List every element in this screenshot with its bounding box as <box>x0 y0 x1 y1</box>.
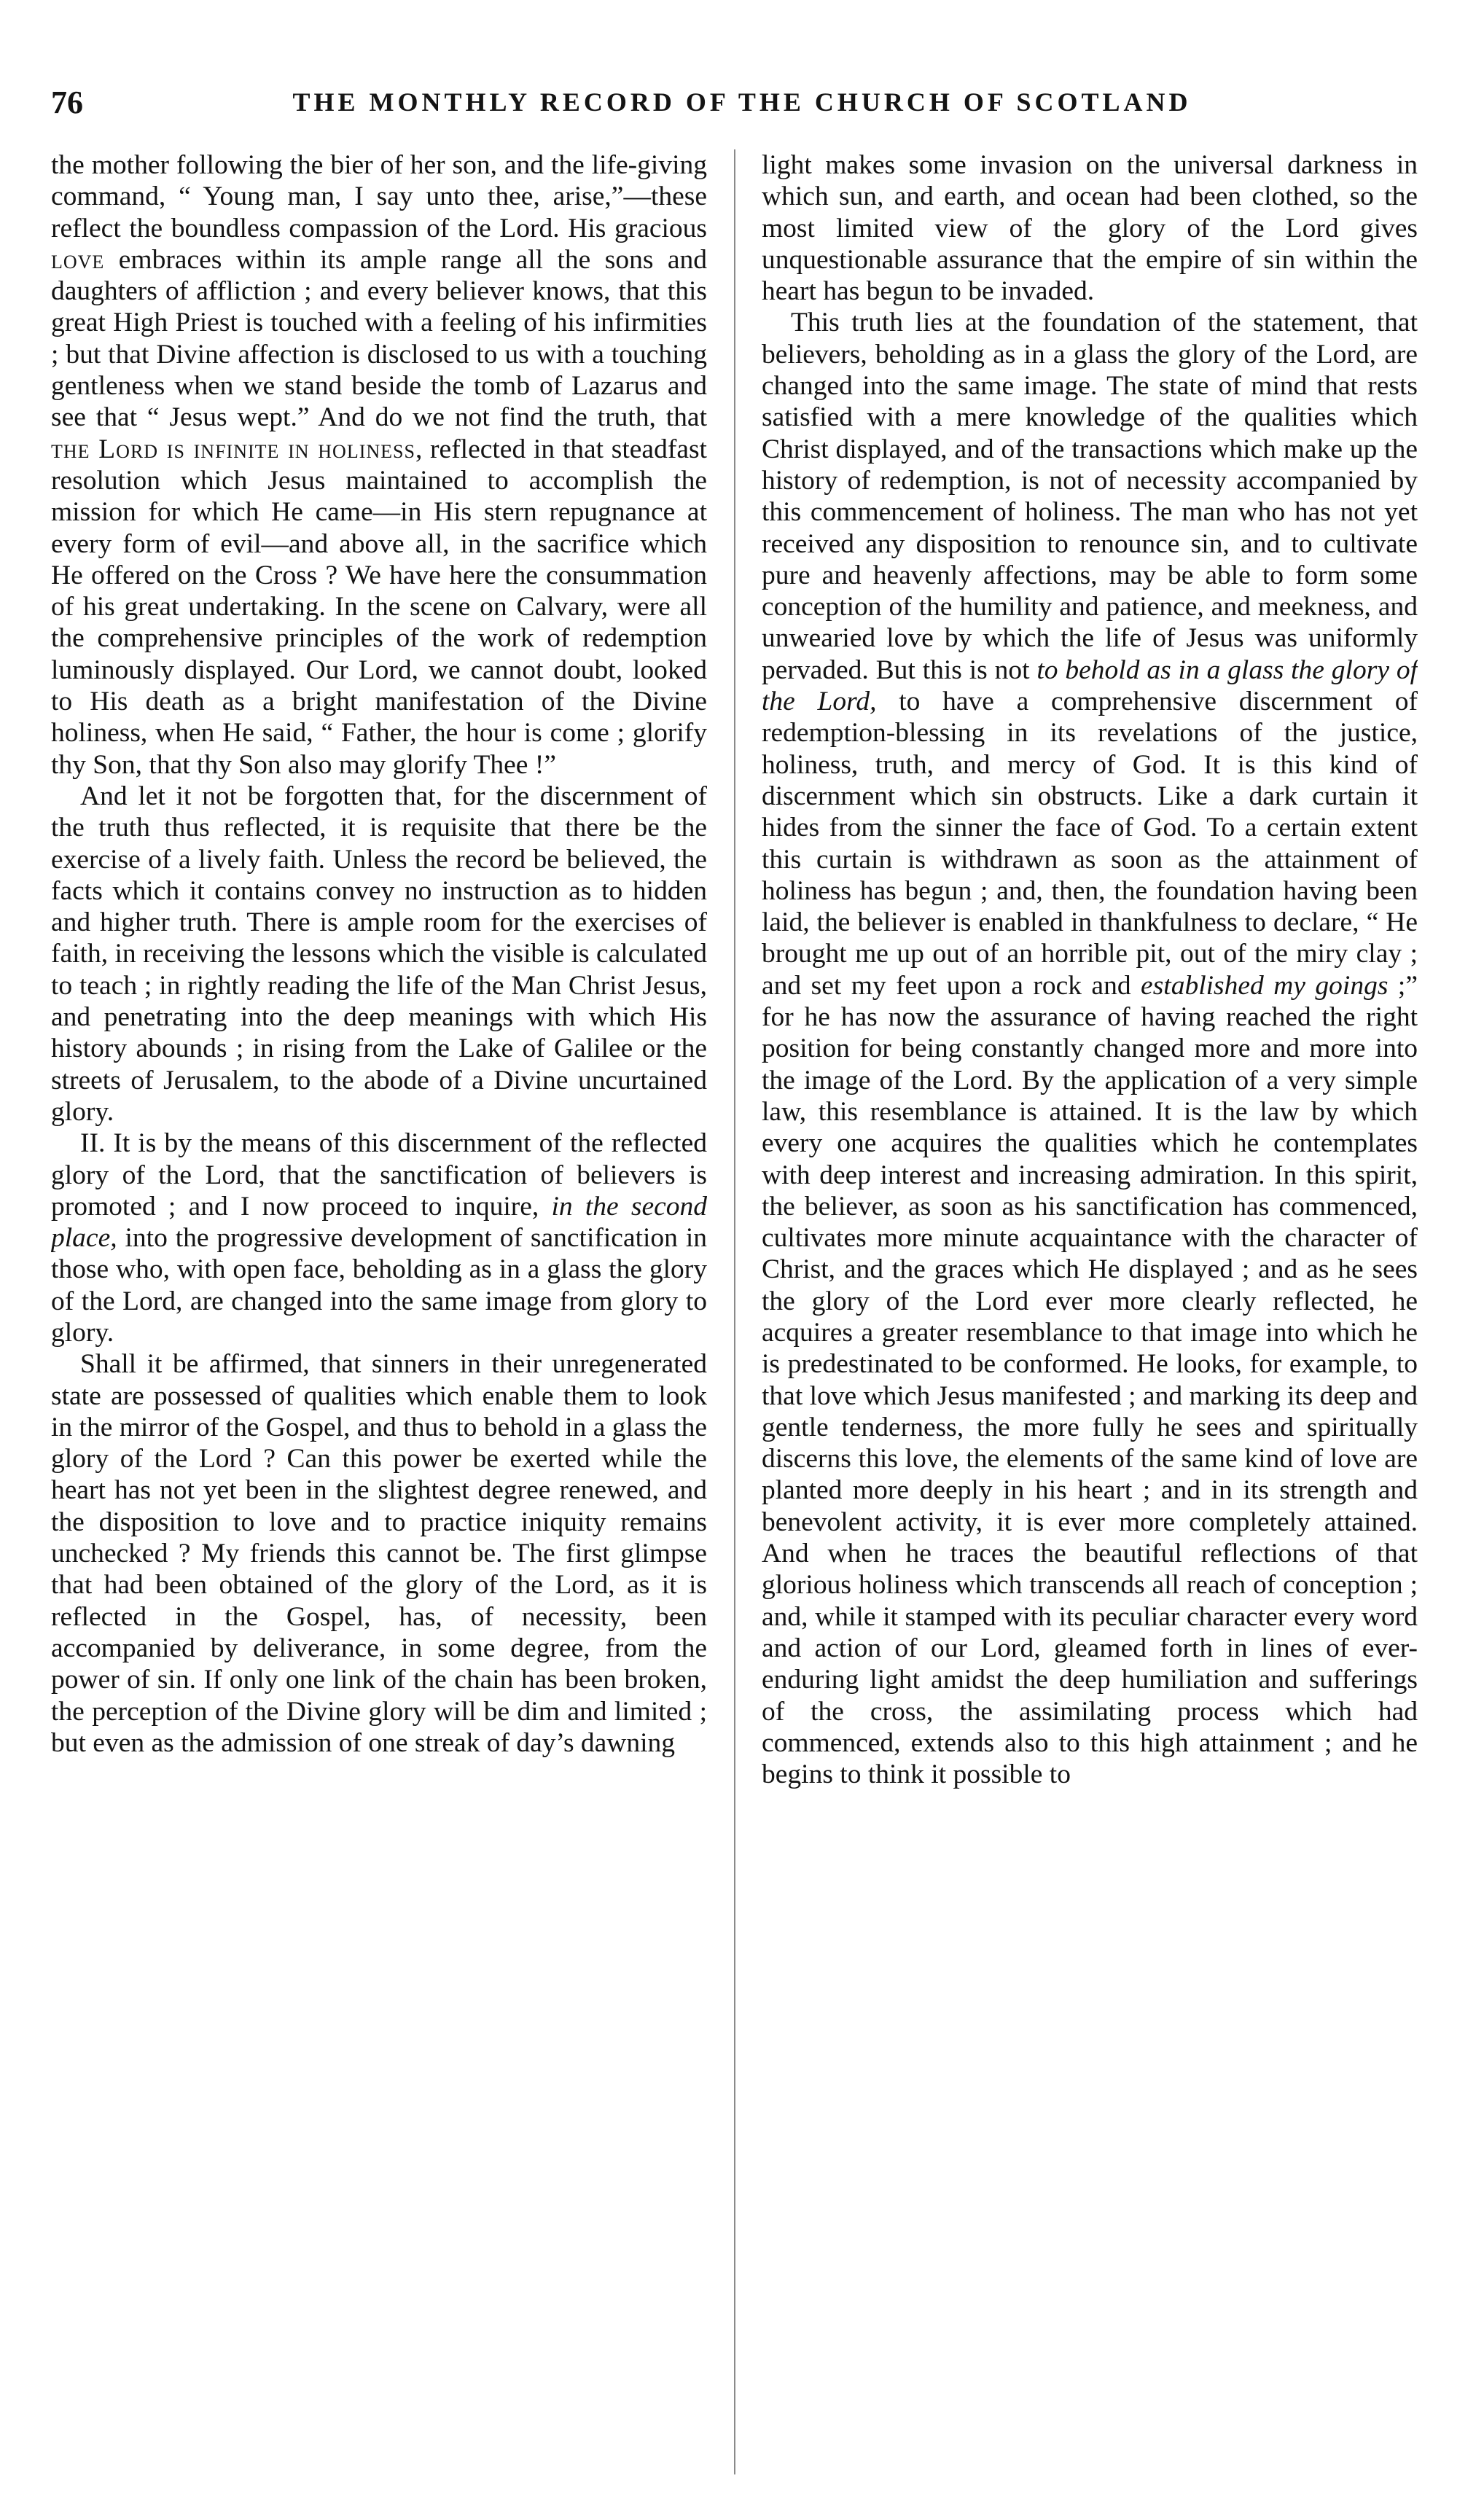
text-run: embraces within its ample range all the sons and daughters of affliction ; and every believer knows, that this great High Priest is touched with a feeling of his infirmities ; but that Divine affection is disclosed to us with a touching gentleness when we stand beside the tomb of Lazarus and see that “ Jesus wept.” And do we not find the truth, that <box>51 244 707 433</box>
right-column <box>762 149 1418 2474</box>
italic-text: established my goings <box>1141 970 1389 1001</box>
text-run: This truth lies at the foundation of the statement, that believers, beholding as in a glass the glory of the Lord, are changed into the same image. The state of mind that rests satisfied with a mere knowledge of the qualities which Christ displayed, and of the transactions which make up the history of redemption, is not of necessity accompanied by this commencement of holiness. The man who has not yet received any disposition to renounce sin, and to cultivate pure and heavenly affections, may be able to form some conception of the humility and patience, and meekness, and unwearied love by which the life of Jesus was uniformly pervaded. But this is not <box>762 308 1418 685</box>
text-run: ;” for he has now the assurance of having reached the right position for being constantly changed more and more into the image of the Lord. By the application of a very simple law, this resemblance is attained. It is the law by which every one acquires the qualities which he contemplates with deep interest and increasing admiration. In this spirit, the believer, as soon as his sanctification has commenced, cultivates more minute acquaintance with the character of Christ, and the graces which He displayed ; and as he sees the glory of the Lord ever more clearly reflected, he acquires a greater resemblance to that image into which he is predestinated to be conformed. He looks, for example, to that love which Jesus manifested ; and marking its deep and gentle tenderness, the more fully he sees and spiritually discerns this love, the elements of the same kind of love are planted more deeply in his heart ; and in its strength and benevolent activity, it is ever more completely attained. And when he traces the beautiful reflections of that glorious holiness which transcends all reach of conception ; and, while it stamped with its peculiar character every word and action of our Lord, gleamed forth in lines of ever-enduring light amidst the deep humiliation and sufferings of the cross, the assimilating process which had commenced, extends also to this high attainment ; and he begins to think it possible to <box>762 970 1418 1790</box>
page-number: 76 <box>51 85 83 120</box>
text-run: II. It is by the means of this discernment of the reflected glory of the Lord, that the sanctification of believers is promoted ; and I now proceed to inquire, <box>51 1128 707 1222</box>
text-run: the mother following the bier of her son, and the life-giving command, “ Young man, I say unto thee, arise,”—these reflect the boundless compassion of the Lord. His gracious <box>51 150 707 243</box>
paragraph: light makes some invasion on the universal darkness in which sun, and earth, and ocean had been clothed, so the most limited view of the glory of the Lord gives unquestionable assurance that the empire of sin within the heart has begun to be invaded. <box>762 150 1418 307</box>
text-run: to have a comprehensive discernment of redemption-blessing in its revelations of the justice, holiness, truth, and mercy of God. It is this kind of discernment which sin obstructs. Like a dark curtain it hides from the sinner the face of God. To a certain extent this curtain is withdrawn as soon as the attainment of holiness has begun ; and, then, the foundation having been laid, the believer is enabled in thankfulness to declare, “ He brought me up out of an horrible pit, out of the miry clay ; and set my feet upon a rock and <box>762 687 1418 1001</box>
page-header <box>51 84 1433 128</box>
paragraph <box>51 149 707 781</box>
running-title: THE MONTHLY RECORD OF THE CHURCH OF SCOTLAND <box>292 87 1192 117</box>
italic-text: in the second place, <box>51 1191 707 1254</box>
paragraph: And let it not be forgotten that, for the discernment of the truth thus reflected, it is requisite that there be the exercise of a lively faith. Unless the record be believed, the facts which it contains convey no instruction as to hidden and higher truth. There is ample room for the exercises of faith, in receiving the lessons which the visible is calculated to teach ; in rightly reading the life of the Man Christ Jesus, and penetrating into the deep meanings with which His history abounds ; in rising from the Lake of Galilee or the streets of Jerusalem, to the abode of a Divine uncurtained glory. <box>51 781 707 1127</box>
text-run: , reflected in that steadfast resolution which Jesus maintained to accomplish the mission for which He came—in His stern repugnance at every form of evil—and above all, in the sacrifice which He offered on the Cross ? We have here the consummation of his great undertaking. In the scene on Calvary, were all the comprehensive principles of the work of redemption luminously displayed. Our Lord, we cannot doubt, looked to His death as a bright manifestation of the Divine holiness, when He said, “ Father, the hour is come ; glorify thy Son, that thy Son also may glorify Thee !” <box>51 434 707 780</box>
text-columns <box>51 149 1418 2474</box>
italic-text: to behold as in a glass the glory of the Lord, <box>762 655 1418 717</box>
paragraph: Shall it be affirmed, that sinners in their unregenerated state are possessed of qualities which enable them to look in the mirror of the Gospel, and thus to behold in a glass the glory of the Lord ? Can this power be exerted while the heart has not yet been in the slightest degree renewed, and the disposition to love and to practice iniquity remains unchecked ? My friends this cannot be. The first glimpse that had been obtained of the glory of the Lord, as it is reflected in the Gospel, has, of necessity, been accompanied by deliverance, in some degree, from the power of sin. If only one link of the chain has been broken, the perception of the Divine glory will be dim and limited ; but even as the admission of one streak of day’s dawning <box>51 1349 707 1758</box>
column-divider <box>734 149 735 2474</box>
left-column <box>51 149 707 2474</box>
paragraph <box>762 307 1418 1790</box>
text-run: into the progressive development of sanctification in those who, with open face, beholding as in a glass the glory of the Lord, are changed into the same image from glory to glory. <box>51 1223 707 1348</box>
small-caps-text: love <box>51 244 105 275</box>
paragraph <box>51 1128 707 1348</box>
small-caps-text: the Lord is infinite in holiness <box>51 434 415 464</box>
